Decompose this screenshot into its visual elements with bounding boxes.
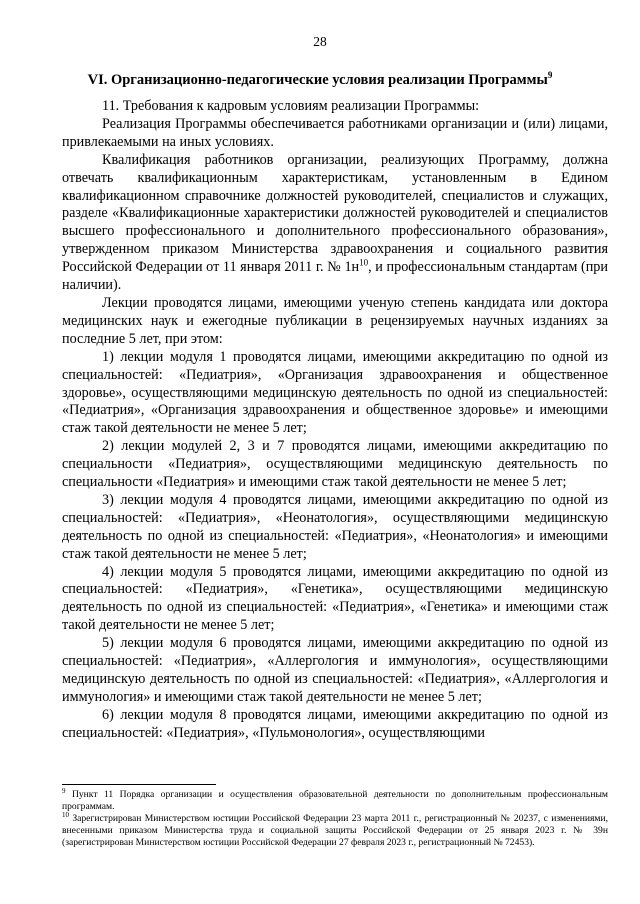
footnote-ref-10: 10	[359, 257, 369, 268]
section-heading	[60, 66, 580, 89]
paragraph-qualification-text: Квалификация работников организации, реализующих Программу, должна отвечать квалификационным характеристикам, установленным в Едином квалификационном справочнике должностей руководителей, специалистов и служащих, разделе «Квалификационные характеристики должностей руководителей и специалистов высшего профессионального и дополнительного профессионального образования», утвержденном приказом Министерства здравоохранения и социального развития Российской Федерации от 11 января 2011 г. № 1н	[62, 151, 608, 276]
list-item-4: 4) лекции модуля 5 проводятся лицами, имеющими аккредитацию по одной из специальностей: «Педиатрия», «Генетика», осуществляющими медицинскую деятельность по одной из специальностей: «Педиатрия», «Генетика» и имеющими стаж такой деятельности не менее 5 лет;	[62, 563, 608, 634]
footnote-ref-9: 9	[547, 70, 553, 80]
footnote-9-number: 9	[62, 786, 66, 795]
paragraph-qualification-tail: , и профессиональным стандартам (при наличии).	[62, 259, 608, 294]
list-item-3: 3) лекции модуля 4 проводятся лицами, имеющими аккредитацию по одной из специальностей: «Педиатрия», «Неонатология», осуществляющими медицинскую деятельность по одной из специальностей: «Педиатрия», «Неонатология» и имеющими стаж такой деятельности не менее 5 лет;	[62, 491, 608, 562]
paragraph-lectures: Лекции проводятся лицами, имеющими ученую степень кандидата или доктора медицинских наук и ежегодные публикации в рецензируемых научных изданиях за последние 5 лет, при этом:	[62, 294, 608, 347]
footnote-9	[62, 786, 608, 813]
paragraph-requirements: 11. Требования к кадровым условиям реализации Программы:	[102, 98, 480, 114]
footnote-10-number: 10	[62, 810, 69, 819]
footnote-10-text: Зарегистрирован Министерством юстиции Российской Федерации 23 марта 2011 г., регистрационный № 20237, с изменениями, внесенными приказом Министерства труда и социальной защиты Российской Федерации от 25 января 2023 г. № 39н (зарегистрирован Министерством юстиции Российской Федерации 27 февраля 2023 г., регистрационный № 72453).	[62, 813, 608, 848]
list-item-1: 1) лекции модуля 1 проводятся лицами, имеющими аккредитацию по одной из специальностей: «Педиатрия», «Организация здравоохранения и общественное здоровье», осуществляющими медицинскую деятельность по одной из специальностей: «Педиатрия», «Организация здравоохранения и общественное здоровье» и имеющими стаж такой деятельности не менее 5 лет;	[62, 348, 608, 437]
document-body	[62, 98, 608, 743]
section-heading-text: VI. Организационно-педагогические условия реализации Программы	[87, 71, 548, 88]
paragraph-qualification	[62, 152, 608, 295]
list-item-2: 2) лекции модулей 2, 3 и 7 проводятся лицами, имеющими аккредитацию по специальности «Педиатрия», осуществляющими медицинскую деятельность по специальности «Педиатрия» и имеющими стаж такой деятельности не менее 5 лет;	[62, 438, 608, 491]
footnote-divider	[62, 784, 216, 785]
list-item-6: 6) лекции модуля 8 проводятся лицами, имеющими аккредитацию по одной из специальностей: «Педиатрия», «Пульмонология», осуществляющими	[62, 706, 608, 741]
footnote-9-text: Пункт 11 Порядка организации и осуществления образовательной деятельности по дополнительным профессиональным программам.	[62, 789, 608, 812]
list-item-5: 5) лекции модуля 6 проводятся лицами, имеющими аккредитацию по одной из специальностей: «Педиатрия», «Аллергология и иммунология», осуществляющими медицинскую деятельность по одной из специальностей: «Педиатрия», «Аллергология и иммунология» и имеющими стаж такой деятельности не менее 5 лет;	[62, 635, 608, 705]
footnote-10	[62, 810, 608, 849]
page-number: 28	[313, 34, 327, 49]
paragraph-implementation: Реализация Программы обеспечивается работниками организации и (или) лицами, привлекаемыми на иных условиях.	[62, 115, 608, 150]
footnotes	[62, 786, 608, 849]
